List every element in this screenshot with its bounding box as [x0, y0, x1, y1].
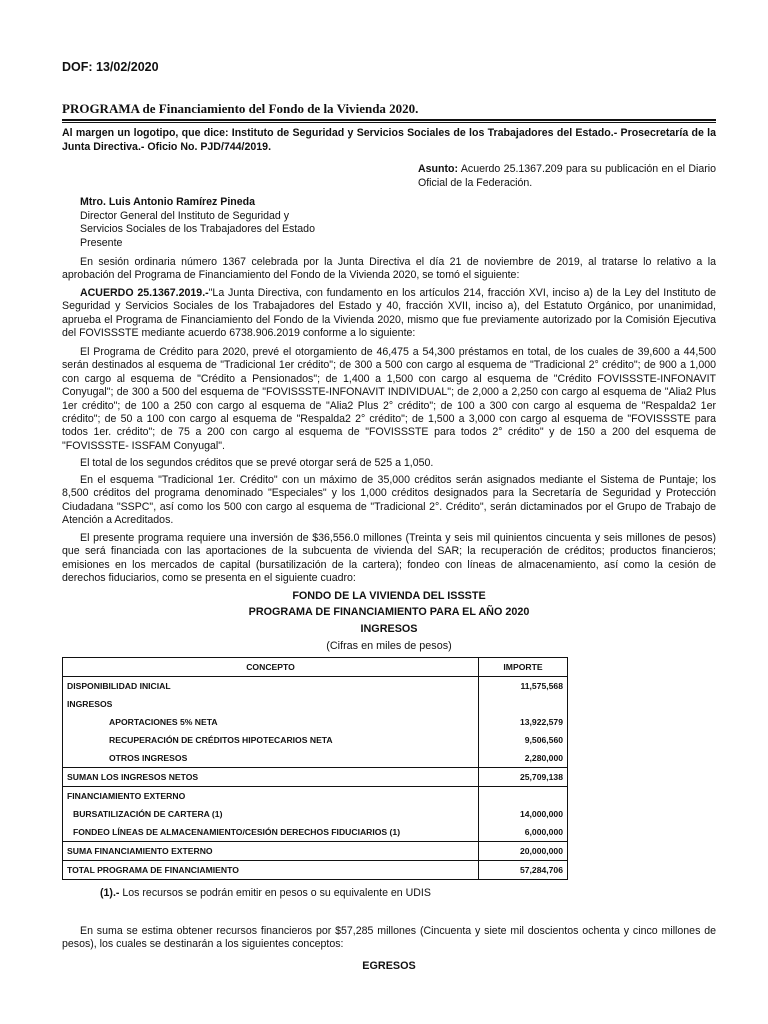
footnote-text: Los recursos se podrán emitir en pesos o su equivalente en UDIS — [122, 887, 431, 899]
table-title-1: FONDO DE LA VIVIENDA DEL ISSSTE — [292, 590, 486, 602]
row-importe: 6,000,000 — [479, 823, 568, 842]
col-concepto: CONCEPTO — [63, 658, 479, 677]
document-title: PROGRAMA de Financiamiento del Fondo de la Vivienda 2020. — [62, 101, 419, 116]
table-row — [63, 861, 568, 880]
addressee-name: Mtro. Luis Antonio Ramírez Pineda — [80, 196, 256, 208]
financing-table — [62, 657, 568, 880]
row-importe: 11,575,568 — [479, 677, 568, 696]
table-row — [63, 713, 568, 731]
row-importe — [479, 787, 568, 806]
footnote-mark: (1).- — [100, 887, 120, 899]
table-row — [63, 677, 568, 696]
asunto — [418, 162, 716, 190]
row-concepto: RECUPERACIÓN DE CRÉDITOS HIPOTECARIOS NETA — [63, 731, 479, 749]
row-importe: 14,000,000 — [479, 805, 568, 823]
row-concepto: FONDEO LÍNEAS DE ALMACENAMIENTO/CESIÓN DERECHOS FIDUCIARIOS (1) — [63, 823, 479, 842]
paragraph-3: El Programa de Crédito para 2020, prevé el otorgamiento de 46,475 a 54,300 préstamos en total, de los cuales de 39,600 a 44,500 serán destinados al esquema de "Tradicional 1er crédito"; de 300 a 500 con cargo al esquema de "Tradicional 2° crédito"; de 900 a 1,000 con cargo al esquema de "Crédito a Pensionados"; de 1,400 a 1,500 con cargo al esquema de "Crédito FOVISSSTE-INFONAVIT Conyugal"; de 300 a 500 del esquema de "FOVISSSTE-INFONAVIT INDIVIDUAL"; de 2,000 a 2,250 con cargo al esquema de "Alia2 Plus 1er crédito"; de 100 a 250 con cargo al esquema de "Alia2 Plus 2° crédito"; de 100 a 300 con cargo al esquema de "Respalda2 1er crédito"; de 50 a 100 con cargo al esquema de "Respalda2 2° crédito"; de 1,500 a 3,000 con cargo al esquema de "FOVISSSTE para todos 1er. crédito"; de 75 a 200 con cargo al esquema de "FOVISSSTE para todos 2° crédito" y de 150 a 200 del esquema de "FOVISSSTE- ISSFAM Conyugal". — [62, 346, 716, 452]
row-concepto: BURSATILIZACIÓN DE CARTERA (1) — [63, 805, 479, 823]
paragraph-5: En el esquema "Tradicional 1er. Crédito" con un máximo de 35,000 créditos serán asignados mediante el Sistema de Puntaje; los 8,500 créditos del programa denominado "Especiales" y los 1,000 créditos designados para la Secretaría de Seguridad y Protección Ciudadana "SSPC", así como los 500 con cargo al esquema de "Tradicional 2°. Crédito", serán dictaminados por el Grupo de Trabajo de Atención a Acreditados. — [62, 474, 716, 527]
paragraph-2 — [62, 287, 716, 341]
row-importe: 20,000,000 — [479, 842, 568, 861]
table-row — [63, 695, 568, 713]
title-rule-thin — [62, 122, 716, 123]
table-header-row — [63, 658, 568, 677]
row-importe: 57,284,706 — [479, 861, 568, 880]
table-title-3: INGRESOS — [360, 623, 418, 635]
margin-note: Al margen un logotipo, que dice: Instituto de Seguridad y Servicios Sociales de los Trabajadores del Estado.- Prosecretaría de la Junta Directiva.- Oficio No. PJD/744/2019. — [62, 127, 716, 153]
table-row — [63, 749, 568, 768]
row-importe — [479, 695, 568, 713]
row-importe: 25,709,138 — [479, 768, 568, 787]
table-row — [63, 842, 568, 861]
table-title-2: PROGRAMA DE FINANCIAMIENTO PARA EL AÑO 2020 — [248, 606, 530, 618]
row-concepto: TOTAL PROGRAMA DE FINANCIAMIENTO — [63, 861, 479, 880]
row-concepto: FINANCIAMIENTO EXTERNO — [63, 787, 479, 806]
paragraph-6: El presente programa requiere una inversión de $36,556.0 millones (Treinta y seis mil quinientos cincuenta y seis millones de pesos) que será financiada con las aportaciones de la subcuenta de vivienda del SAR; la recuperación de créditos; productos financieros; emisiones en los mercados de capital (bursatilización de la cartera); fondeo con líneas de almacenamiento, así como la cesión de derechos fiduciarios, como se presenta en el siguiente cuadro: — [62, 532, 716, 585]
addressee-line1: Director General del Instituto de Seguridad y — [80, 209, 290, 222]
row-importe: 13,922,579 — [479, 713, 568, 731]
title-rule-thick — [62, 119, 716, 121]
table-row — [63, 768, 568, 787]
paragraph-4: El total de los segundos créditos que se prevé otorgar será de 525 a 1,050. — [80, 457, 434, 469]
dof-date: DOF: 13/02/2020 — [62, 60, 159, 74]
row-concepto: SUMAN LOS INGRESOS NETOS — [63, 768, 479, 787]
acuerdo-lead: ACUERDO 25.1367.2019.- — [80, 287, 209, 299]
row-importe: 9,506,560 — [479, 731, 568, 749]
row-concepto: DISPONIBILIDAD INICIAL — [63, 677, 479, 696]
row-importe: 2,280,000 — [479, 749, 568, 768]
table-footnote — [100, 887, 431, 899]
row-concepto: SUMA FINANCIAMIENTO EXTERNO — [63, 842, 479, 861]
addressee-line2: Servicios Sociales de los Trabajadores del Estado — [80, 223, 315, 235]
row-concepto: OTROS INGRESOS — [63, 749, 479, 768]
addressee — [80, 196, 315, 250]
asunto-text: Acuerdo 25.1367.209 para su publicación en el Diario Oficial de la Federación. — [418, 163, 716, 189]
acuerdo-text: "La Junta Directiva, con fundamento en los artículos 214, fracción XVI, inciso a) de la Ley del Instituto de Seguridad y Servicios Sociales de los Trabajadores del Estado y 40, fracción XVII, inciso a), del Estatuto Orgánico, por unanimidad, aprueba el Programa de Financiamiento del Fondo de la Vivienda 2020, mismo que fue previamente autorizado por la Comisión Ejecutiva del FOVISSSTE mediante acuerdo 6738.906.2019 conforme a lo siguiente: — [62, 287, 716, 340]
table-row — [63, 823, 568, 842]
asunto-label: Asunto: — [418, 163, 459, 175]
paragraph-1: En sesión ordinaria número 1367 celebrada por la Junta Directiva el día 21 de noviembre de 2019, al tratarse lo relativo a la aprobación del Programa de Financiamiento del Fondo de la Vivienda 2020, se tomó el siguiente: — [62, 256, 716, 282]
row-concepto: INGRESOS — [63, 695, 479, 713]
col-importe: IMPORTE — [479, 658, 568, 677]
table-row — [63, 805, 568, 823]
row-concepto: APORTACIONES 5% NETA — [63, 713, 479, 731]
addressee-line3: Presente — [80, 236, 123, 249]
egresos-heading: EGRESOS — [362, 960, 416, 972]
paragraph-7: En suma se estima obtener recursos financieros por $57,285 millones (Cincuenta y siete mil doscientos ochenta y cinco millones de pesos), los cuales se destinarán a los siguientes conceptos: — [62, 925, 716, 951]
table-row — [63, 787, 568, 806]
table-row — [63, 731, 568, 749]
table-subtitle: (Cifras en miles de pesos) — [326, 640, 452, 652]
